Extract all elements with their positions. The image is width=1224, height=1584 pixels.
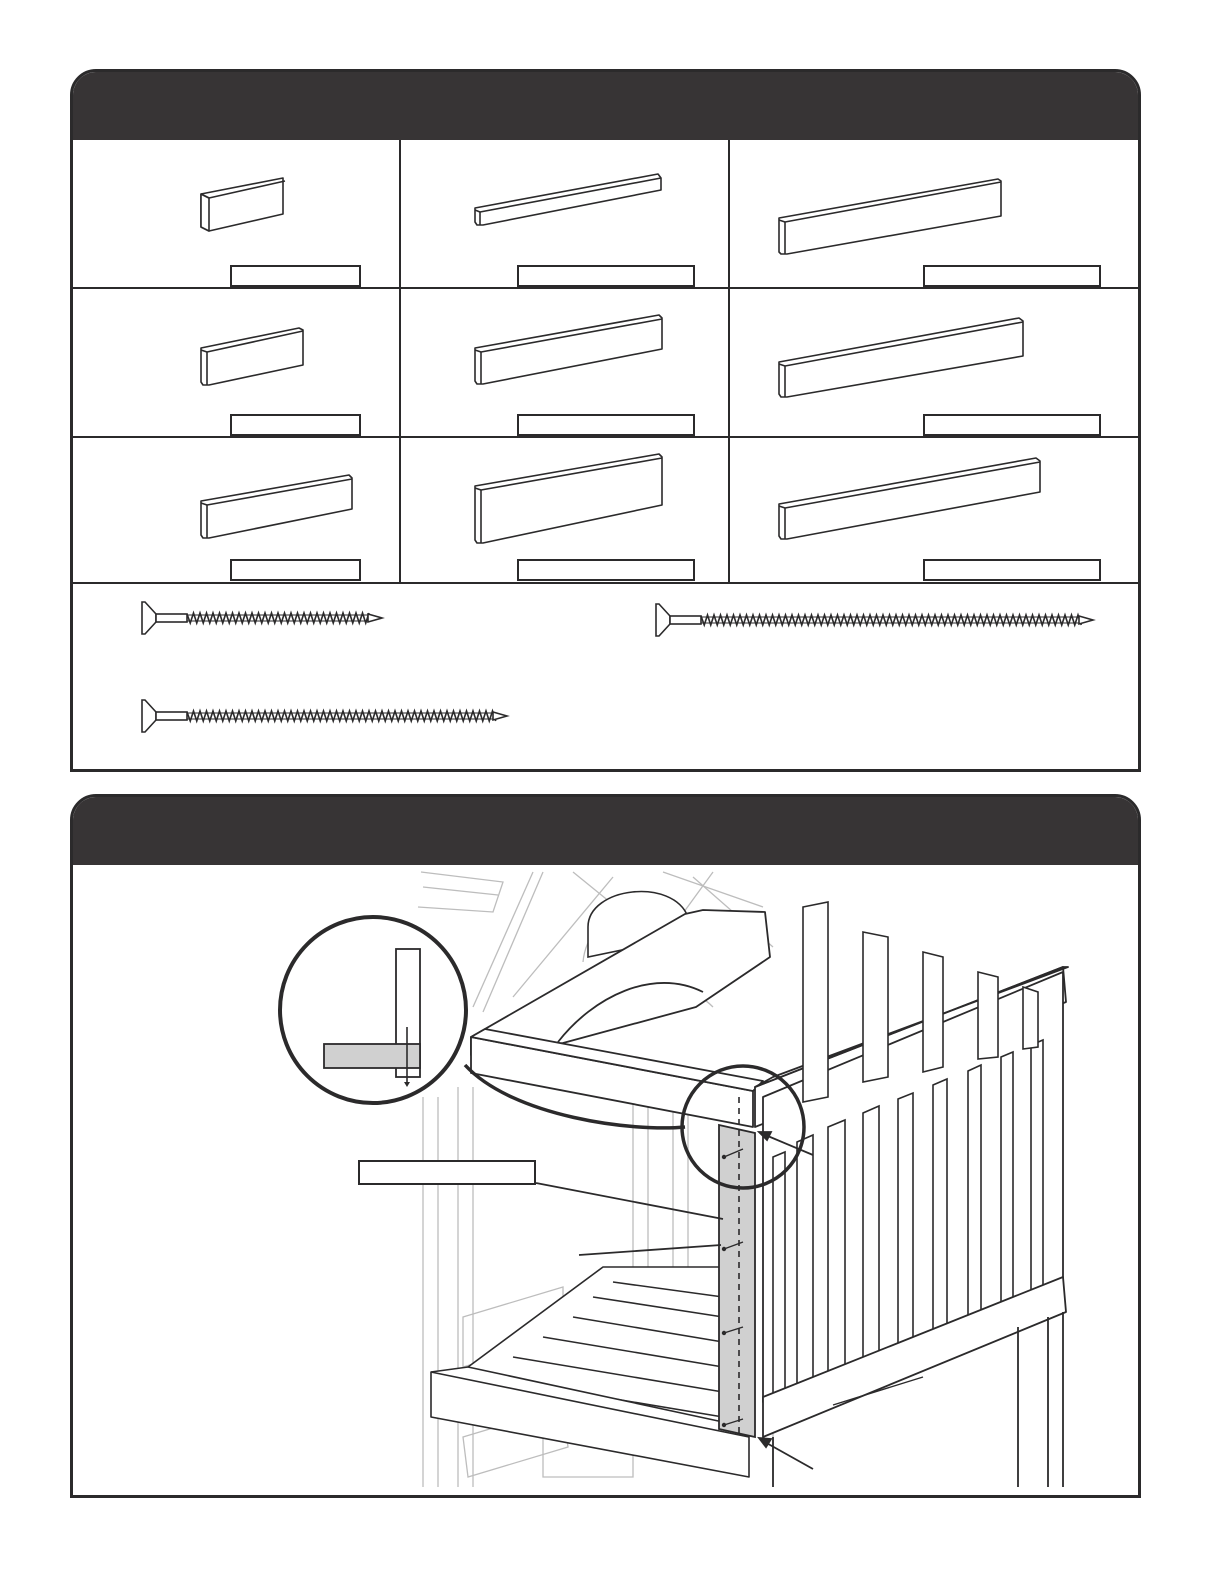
board-r3c1 — [201, 475, 352, 538]
board-r3c1-label — [230, 559, 361, 581]
screw-long — [656, 604, 1093, 636]
highlighted-post — [719, 1097, 755, 1437]
screw-head — [142, 700, 156, 732]
board-r1c3-label — [923, 265, 1101, 287]
board-r1c2 — [475, 174, 661, 225]
board-r2c1-label — [230, 414, 361, 436]
callout-label-box — [358, 1160, 536, 1185]
screw-shank — [156, 712, 187, 720]
screw-tip — [368, 614, 382, 622]
detail-circle-large — [280, 917, 466, 1103]
board-r2c2-label — [517, 414, 695, 436]
screws — [142, 602, 1093, 732]
board-r3c2-label — [517, 559, 695, 581]
board-r2c2 — [475, 315, 662, 384]
board-r1c1-label — [230, 265, 361, 287]
screw-tip — [1079, 616, 1093, 624]
assembly-drawing — [73, 797, 1141, 1498]
board-r3c2 — [475, 454, 662, 543]
board-r3c3-label — [923, 559, 1101, 581]
board-r1c2-label — [517, 265, 695, 287]
parts-panel — [70, 69, 1141, 772]
board-r1c1 — [201, 178, 285, 231]
board-r2c3 — [779, 318, 1023, 397]
board-r2c3-label — [923, 414, 1101, 436]
screw-tip — [493, 712, 507, 720]
screw-head — [142, 602, 156, 634]
screw-shank — [156, 614, 187, 622]
screw-short — [142, 602, 382, 634]
screw-medium — [142, 700, 507, 732]
board-r3c3 — [779, 458, 1040, 539]
board-r2c1 — [201, 328, 303, 385]
screw-shank — [670, 616, 701, 624]
assembly-panel — [70, 794, 1141, 1498]
screw-head — [656, 604, 670, 636]
board-r1c3 — [779, 179, 1001, 254]
floor-deck — [431, 1267, 749, 1477]
